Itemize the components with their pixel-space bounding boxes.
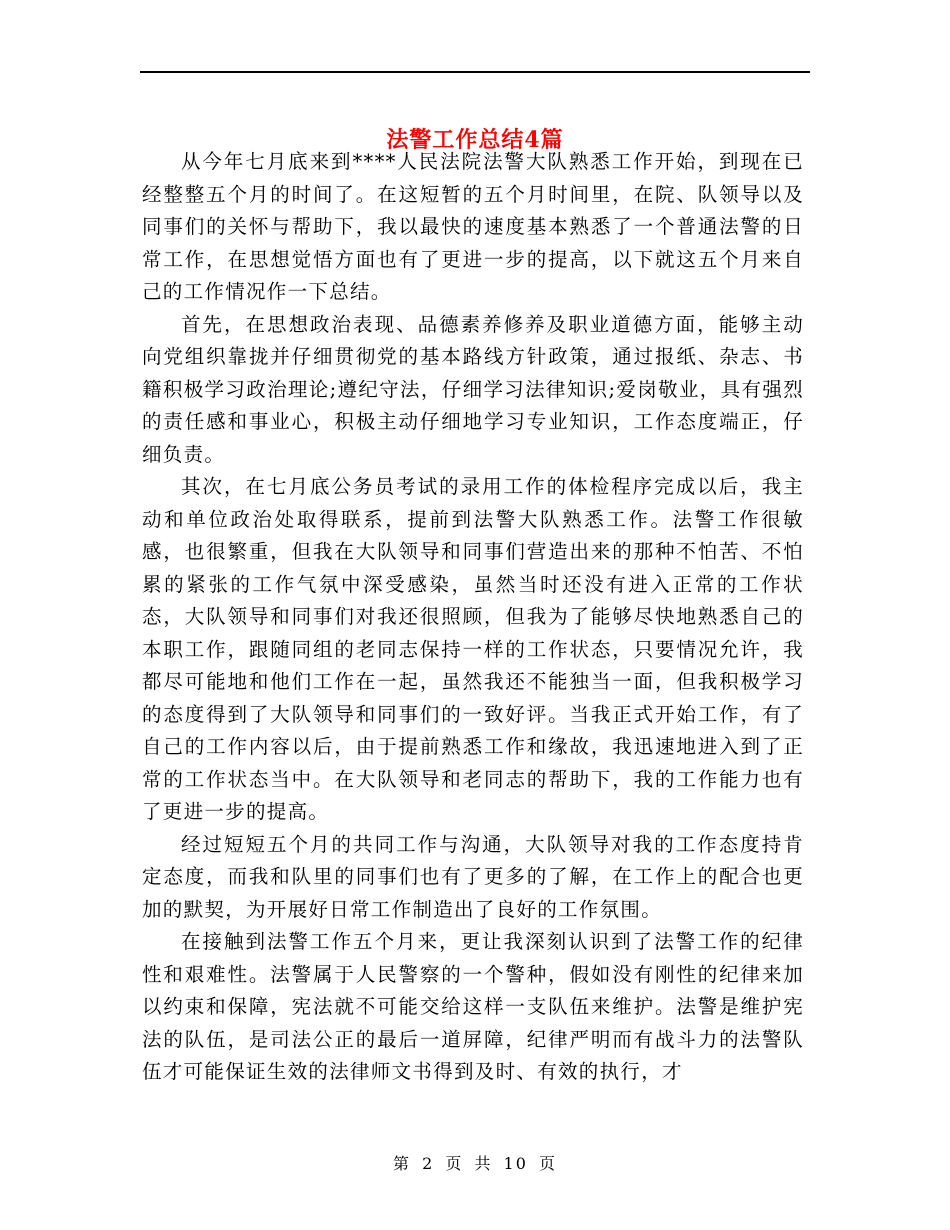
document-title: 法警工作总结4篇 <box>386 126 564 153</box>
header-rule <box>140 71 810 73</box>
page-number: 第 2 页 共 10 页 <box>393 1154 557 1173</box>
paragraph: 其次，在七月底公务员考试的录用工作的体检程序完成以后，我主动和单位政治处取得联系，提前到法警大队熟悉工作。法警工作很敏感，也很繁重，但我在大队领导和同事们营造出来的那种不怕苦、不怕累的紧张的工作气氛中深受感染，虽然当时还没有进入正常的工作状态，大队领导和同事们对我还很照顾，但我为了能够尽快地熟悉自己的本职工作，跟随同组的老同志保持一样的工作状态，只要情况允许，我都尽可能地和他们工作在一起，虽然我还不能独当一面，但我积极学习的态度得到了大队领导和同事们的一致好评。当我正式开始工作，有了自己的工作内容以后，由于提前熟悉工作和缘故，我迅速地进入到了正常的工作状态当中。在大队领导和老同志的帮助下，我的工作能力也有了更进一步的提高。 <box>142 475 804 823</box>
paragraph: 从今年七月底来到****人民法院法警大队熟悉工作开始，到现在已经整整五个月的时间了。在这短暂的五个月时间里，在院、队领导以及同事们的关怀与帮助下，我以最快的速度基本熟悉了一个普通法警的日常工作，在思想觉悟方面也有了更进一步的提高，以下就这五个月来自己的工作情况作一下总结。 <box>142 150 804 303</box>
paragraph: 首先，在思想政治表现、品德素养修养及职业道德方面，能够主动向党组织靠拢并仔细贯彻党的基本路线方针政策，通过报纸、杂志、书籍积极学习政治理论;遵纪守法，仔细学习法律知识;爱岗敬业，具有强烈的责任感和事业心，积极主动仔细地学习专业知识，工作态度端正，仔细负责。 <box>142 312 804 466</box>
document-body <box>142 146 804 1089</box>
paragraph: 经过短短五个月的共同工作与沟通，大队领导对我的工作态度持肯定态度，而我和队里的同事们也有了更多的了解，在工作上的配合也更加的默契，为开展好日常工作制造出了良好的工作氛围。 <box>142 832 804 921</box>
paragraph: 在接触到法警工作五个月来，更让我深刻认识到了法警工作的纪律性和艰难性。法警属于人民警察的一个警种，假如没有刚性的纪律来加以约束和保障，宪法就不可能交给这样一支队伍来维护。法警是维护宪法的队伍，是司法公正的最后一道屏障，纪律严明而有战斗力的法警队伍才可能保证生效的法律师文书得到及时、有效的执行，才 <box>142 930 804 1083</box>
